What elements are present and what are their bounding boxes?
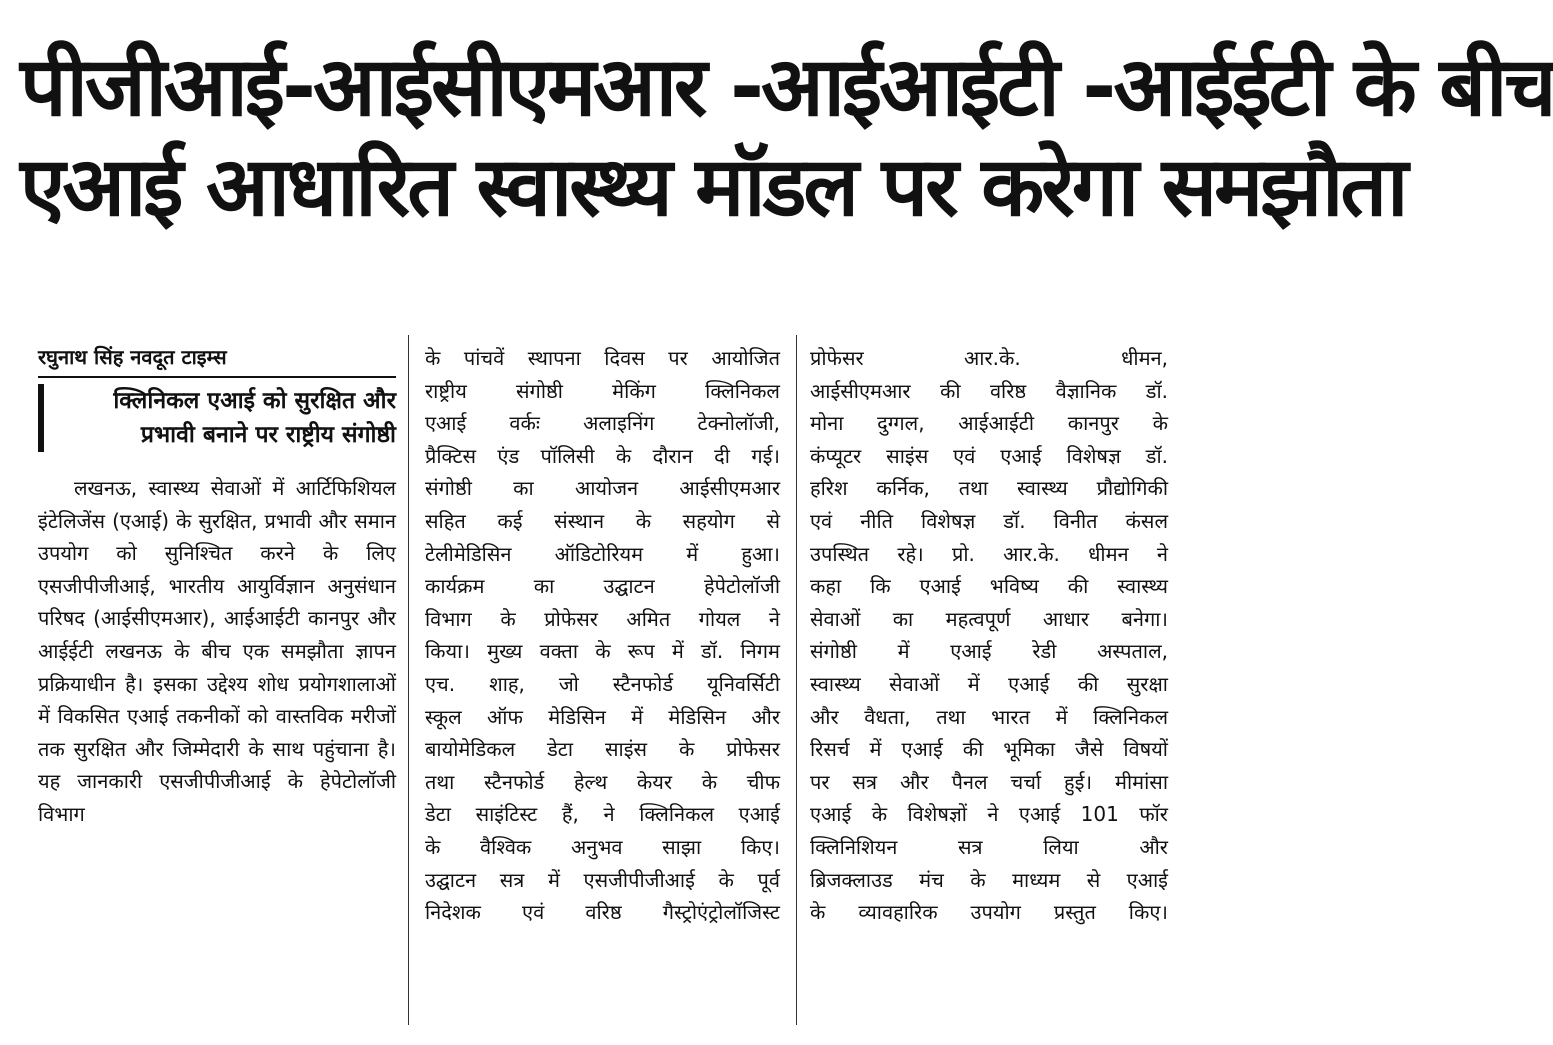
article-line: विभाग के प्रोफेसर अमित गोयल ने xyxy=(425,606,780,631)
article-line: ब्रिजक्लाउड मंच के माध्यम से एआई xyxy=(810,867,1168,892)
article-column-1 xyxy=(38,342,396,1042)
article-line: कहा कि एआई भविष्य की स्वास्थ्य xyxy=(810,574,1168,599)
article-line: प्रोफेसर आर.के. धीमन, xyxy=(810,346,1168,370)
article-line: मोना दुग्गल, आईआईटी कानपुर के xyxy=(810,411,1168,436)
article-line: एआई वर्कः अलाइनिंग टेक्नोलॉजी, xyxy=(425,411,780,436)
subheading xyxy=(38,384,396,452)
article-line: और वैधता, तथा भारत में क्लिनिकल xyxy=(810,704,1168,729)
headline xyxy=(20,40,1553,240)
article-line: संगोष्ठी का आयोजन आईसीएमआर xyxy=(425,476,780,501)
article-paragraph-1: लखनऊ, स्वास्थ्य सेवाओं में आर्टिफिशियल इंटेलिजेंस (एआई) के सुरक्षित, प्रभावी और समान उपयोग को सुनिश्चित करने के लिए एसजीपीजीआई, भारतीय आयुर्विज्ञान अनुसंधान परिषद (आईसीएमआर), आईआईटी कानपुर और आईईटी लखनऊ के बीच एक समझौता ज्ञापन प्रक्रियाधीन है। इसका उद्देश्य शोध प्रयोगशालाओं में विकसित एआई तकनीकों को वास्तविक मरीजों तक सुरक्षित और जिम्मेदारी के साथ पहुंचाना है। यह जानकारी एसजीपीजीआई के हेपेटोलॉजी विभाग xyxy=(38,476,396,826)
article-line: हरिश कर्निक, तथा स्वास्थ्य प्रौद्योगिकी xyxy=(810,476,1168,501)
article-line: सहित कई संस्थान के सहयोग से xyxy=(425,508,780,533)
article-line: उद्घाटन सत्र में एसजीपीजीआई के पूर्व xyxy=(425,867,780,892)
article-line: सेवाओं का महत्वपूर्ण आधार बनेगा। xyxy=(810,606,1168,631)
article-line: संगोष्ठी में एआई रेडी अस्पताल, xyxy=(810,639,1168,664)
article-line: कंप्यूटर साइंस एवं एआई विशेषज्ञ डॉ. xyxy=(810,443,1168,468)
article-line: किया। मुख्य वक्ता के रूप में डॉ. निगम xyxy=(425,639,780,664)
article-column-2 xyxy=(425,342,780,1042)
article-line: एवं नीति विशेषज्ञ डॉ. विनीत कंसल xyxy=(810,508,1168,533)
article-line: बायोमेडिकल डेटा साइंस के प्रोफेसर xyxy=(425,737,780,762)
article-line: टेलीमेडिसिन ऑडिटोरियम में हुआ। xyxy=(425,541,780,566)
article-line: के व्यावहारिक उपयोग प्रस्तुत किए। xyxy=(810,900,1168,925)
byline: रघुनाथ सिंह नवदूत टाइम्स xyxy=(38,342,396,378)
article-line: राष्ट्रीय संगोष्ठी मेकिंग क्लिनिकल xyxy=(425,378,780,403)
subheading-line-1: क्लिनिकल एआई को सुरक्षित और xyxy=(113,388,396,414)
article-line: क्लिनिशियन सत्र लिया और xyxy=(810,834,1168,859)
article-line: पर सत्र और पैनल चर्चा हुई। मीमांसा xyxy=(810,769,1168,794)
article-line: निदेशक एवं वरिष्ठ गैस्ट्रोएंट्रोलॉजिस्ट xyxy=(425,900,780,925)
article-line: एआई के विशेषज्ञों ने एआई 101 फॉर xyxy=(810,802,1168,827)
article-line: डेटा साइंटिस्ट हैं, ने क्लिनिकल एआई xyxy=(425,802,780,827)
article-column-3 xyxy=(810,342,1168,1042)
column-divider xyxy=(408,335,409,1025)
column-divider xyxy=(796,335,797,1025)
article-line: के पांचवें स्थापना दिवस पर आयोजित xyxy=(425,346,780,370)
article-line: रिसर्च में एआई की भूमिका जैसे विषयों xyxy=(810,737,1168,762)
article-line: प्रैक्टिस एंड पॉलिसी के दौरान दी गई। xyxy=(425,443,780,468)
article-line: उपस्थित रहे। प्रो. आर.के. धीमन ने xyxy=(810,541,1168,566)
article-line: के वैश्विक अनुभव साझा किए। xyxy=(425,834,780,859)
headline-line-2: एआई आधारित स्वास्थ्य मॉडल पर करेगा समझौता xyxy=(20,140,1406,235)
article-line: स्वास्थ्य सेवाओं में एआई की सुरक्षा xyxy=(810,671,1168,696)
headline-line-1: पीजीआई-आईसीएमआर -आईआईटी -आईईटी के बीच xyxy=(20,40,1553,135)
article-line: एच. शाह, जो स्टैनफोर्ड यूनिवर्सिटी xyxy=(425,671,780,696)
article-line: कार्यक्रम का उद्घाटन हेपेटोलॉजी xyxy=(425,574,780,599)
article-line: स्कूल ऑफ मेडिसिन में मेडिसिन और xyxy=(425,704,780,729)
article-line: आईसीएमआर की वरिष्ठ वैज्ञानिक डॉ. xyxy=(810,378,1168,403)
article-line: तथा स्टैनफोर्ड हेल्थ केयर के चीफ xyxy=(425,769,780,794)
subheading-line-2: प्रभावी बनाने पर राष्ट्रीय संगोष्ठी xyxy=(140,422,396,448)
